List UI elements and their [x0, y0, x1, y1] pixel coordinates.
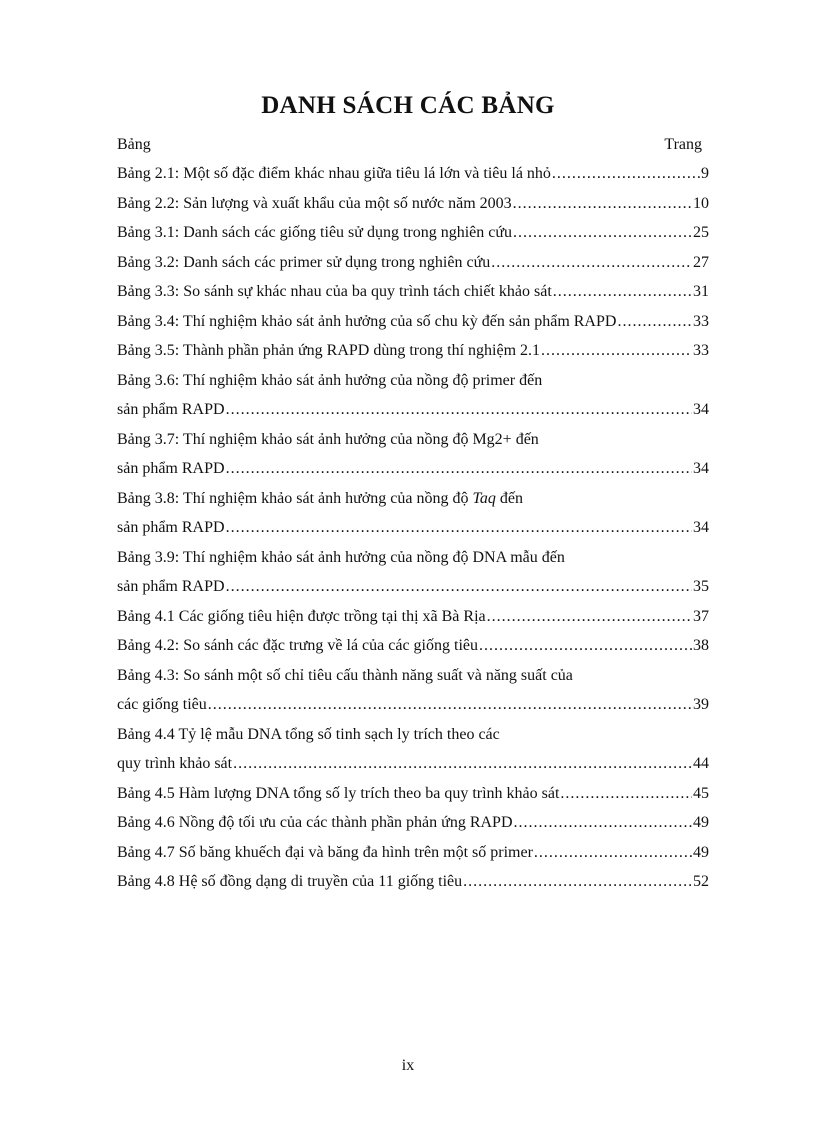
- toc-entry-line1[interactable]: [117, 549, 709, 579]
- toc-entry[interactable]: [117, 313, 709, 343]
- dot-leader: [617, 313, 692, 331]
- entry-title: Bảng 3.7: Thí nghiệm khảo sát ảnh hưởng của nồng độ Mg2+ đến: [117, 430, 539, 448]
- entry-page: 9: [701, 165, 709, 182]
- entry-title: Bảng 3.5: Thành phần phản ứng RAPD dùng trong thí nghiệm 2.1: [117, 342, 541, 359]
- toc-entry[interactable]: [117, 785, 709, 815]
- toc-entry-line1[interactable]: [117, 667, 709, 697]
- dot-leader: [491, 254, 692, 272]
- dot-leader: [552, 165, 700, 183]
- entry-title: Bảng 4.1 Các giống tiêu hiện được trồng tại thị xã Bà Rịa: [117, 607, 486, 625]
- toc-entry-line2[interactable]: [117, 401, 709, 431]
- toc-entry-line1[interactable]: [117, 490, 709, 520]
- entry-title: Bảng 3.4: Thí nghiệm khảo sát ảnh hưởng của số chu kỳ đến sản phẩm RAPD: [117, 312, 617, 330]
- toc-entry-line1[interactable]: [117, 372, 709, 402]
- entry-page: 10: [693, 194, 709, 212]
- entry-title: Bảng 3.6: Thí nghiệm khảo sát ảnh hưởng của nồng độ primer đến: [117, 371, 543, 389]
- dot-leader: [463, 873, 692, 891]
- toc-entry[interactable]: [117, 224, 709, 254]
- dot-leader: [226, 460, 692, 478]
- column-header-table: Bảng: [117, 136, 151, 153]
- dot-leader: [226, 578, 692, 596]
- entry-page: 31: [693, 283, 709, 300]
- dot-leader: [226, 401, 692, 419]
- entry-page: 37: [693, 607, 709, 625]
- dot-leader: [208, 696, 692, 714]
- entry-page: 49: [693, 814, 709, 831]
- entry-title: Bảng 3.1: Danh sách các giống tiêu sử dụng trong nghiên cứu: [117, 224, 513, 241]
- entry-title-cont: sản phẩm RAPD: [117, 401, 225, 418]
- toc-entry-line2[interactable]: [117, 519, 709, 549]
- italic-term: Taq: [472, 489, 496, 507]
- toc-entry[interactable]: [117, 283, 709, 313]
- entry-title: Bảng 3.8: Thí nghiệm khảo sát ảnh hưởng của nồng độ Taq đến: [117, 489, 523, 507]
- entry-title-cont: sản phẩm RAPD: [117, 519, 225, 536]
- entry-page: 52: [693, 873, 709, 890]
- entry-title: Bảng 3.3: So sánh sự khác nhau của ba quy trình tách chiết khảo sát: [117, 283, 552, 300]
- dot-leader: [513, 195, 692, 213]
- dot-leader: [560, 785, 692, 803]
- dot-leader: [514, 814, 693, 832]
- page-number: ix: [401, 1057, 415, 1074]
- entry-page: 34: [693, 460, 709, 477]
- entry-title: Bảng 3.2: Danh sách các primer sử dụng trong nghiên cứu: [117, 253, 491, 271]
- entry-page: 35: [693, 578, 709, 595]
- entry-page: 27: [693, 253, 709, 271]
- entry-title: Bảng 4.5 Hàm lượng DNA tổng số ly trích theo ba quy trình khảo sát: [117, 784, 560, 802]
- entry-title: Bảng 3.9: Thí nghiệm khảo sát ảnh hưởng của nồng độ DNA mẫu đến: [117, 548, 565, 566]
- entry-title: Bảng 4.2: So sánh các đặc trưng về lá của các giống tiêu: [117, 637, 478, 654]
- toc-entry-line2[interactable]: [117, 578, 709, 608]
- toc-entry-line2[interactable]: [117, 460, 709, 490]
- entry-title-cont: sản phẩm RAPD: [117, 578, 225, 595]
- toc-entry[interactable]: [117, 873, 709, 903]
- entry-page: 44: [693, 755, 709, 772]
- toc-entry[interactable]: [117, 342, 709, 372]
- toc-entry-line1[interactable]: [117, 726, 709, 756]
- dot-leader: [226, 519, 692, 537]
- entry-title: Bảng 2.2: Sản lượng và xuất khẩu của một số nước năm 2003: [117, 194, 512, 212]
- entry-page: 33: [693, 312, 709, 330]
- toc-entry[interactable]: [117, 637, 709, 667]
- entry-title-cont: các giống tiêu: [117, 696, 207, 713]
- entry-title: Bảng 4.6 Nồng độ tối ưu của các thành phần phản ứng RAPD: [117, 814, 513, 831]
- entry-page: 39: [693, 696, 709, 713]
- dot-leader: [553, 283, 692, 301]
- dot-leader: [534, 844, 692, 862]
- toc-entry[interactable]: [117, 254, 709, 284]
- entry-title: Bảng 2.1: Một số đặc điểm khác nhau giữa tiêu lá lớn và tiêu lá nhỏ: [117, 165, 551, 182]
- entry-page: 49: [693, 843, 709, 861]
- toc-entry[interactable]: [117, 608, 709, 638]
- entry-page: 38: [693, 637, 709, 654]
- entry-page: 34: [693, 401, 709, 418]
- dot-leader: [513, 224, 692, 242]
- dot-leader: [487, 608, 692, 626]
- toc-entry-line2[interactable]: [117, 696, 709, 726]
- entry-page: 33: [693, 342, 709, 359]
- dot-leader: [479, 637, 692, 655]
- entry-title-cont: sản phẩm RAPD: [117, 460, 225, 477]
- table-list: [117, 165, 709, 903]
- toc-entry-line2[interactable]: [117, 755, 709, 785]
- toc-entry-line1[interactable]: [117, 431, 709, 461]
- toc-entry[interactable]: [117, 195, 709, 225]
- toc-entry[interactable]: [117, 814, 709, 844]
- entry-title: Bảng 4.8 Hệ số đồng dạng di truyền của 11 giống tiêu: [117, 873, 463, 890]
- entry-title: Bảng 4.3: So sánh một số chỉ tiêu cấu thành năng suất và năng suất của: [117, 666, 573, 684]
- column-header-page: Trang: [664, 136, 702, 153]
- entry-page: 45: [693, 784, 709, 802]
- entry-page: 34: [693, 519, 709, 536]
- dot-leader: [233, 755, 692, 773]
- toc-entry[interactable]: [117, 844, 709, 874]
- page-title: DANH SÁCH CÁC BẢNG: [261, 92, 555, 119]
- entry-page: 25: [693, 224, 709, 241]
- dot-leader: [541, 342, 692, 360]
- entry-title-cont: quy trình khảo sát: [117, 755, 233, 772]
- entry-title: Bảng 4.7 Số băng khuếch đại và băng đa hình trên một số primer: [117, 843, 533, 861]
- entry-title: Bảng 4.4 Tỷ lệ mẫu DNA tổng số tinh sạch ly trích theo các: [117, 725, 500, 743]
- toc-entry[interactable]: [117, 165, 709, 195]
